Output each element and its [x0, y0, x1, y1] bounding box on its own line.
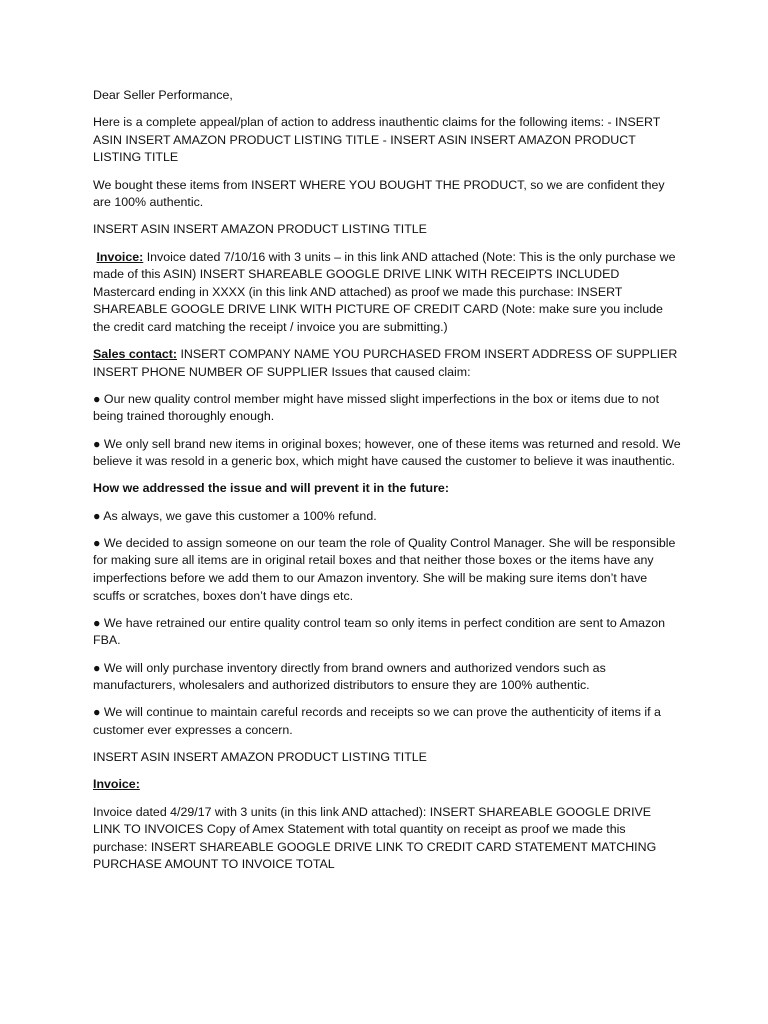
- invoice1-label: Invoice:: [96, 249, 144, 264]
- letter-body: [93, 87, 681, 883]
- action-item-4: ● We will only purchase inventory directly from brand owners and authorized vendors such as manufacturers, wholesalers and authorized distributors to ensure they are 100% authentic.: [93, 660, 606, 693]
- invoice1-paragraph: [93, 249, 681, 337]
- invoice2-paragraph: Invoice dated 4/29/17 with 3 units (in this link AND attached): INSERT SHAREABLE GOOGLE DRIVE LINK TO INVOICES Copy of Amex Statement with total quantity on receipt as proof we made this purchase: INSERT SHAREABLE GOOGLE DRIVE LINK TO CREDIT CARD STATEMENT MATCHING PURCHASE AMOUNT TO INVOICE TOTAL: [93, 804, 657, 872]
- sales-contact-text: INSERT COMPANY NAME YOU PURCHASED FROM INSERT ADDRESS OF SUPPLIER INSERT PHONE NUMBER OF SUPPLIER Issues that caused claim:: [93, 347, 678, 379]
- invoice2-label: Invoice:: [93, 777, 140, 792]
- issue-item-2: ● We only sell brand new items in original boxes; however, one of these items was returned and resold. We believe it was resold in a generic box, which might have caused the customer to believe it was inauthentic.: [93, 436, 681, 469]
- action-item-1: ● As always, we gave this customer a 100% refund.: [93, 508, 377, 523]
- intro-paragraph: Here is a complete appeal/plan of action to address inauthentic claims for the following items: - INSERT ASIN INSERT AMAZON PRODUCT LISTING TITLE - INSERT ASIN INSERT AMAZON PRODUCT LISTING TITLE: [93, 115, 661, 165]
- salutation: Dear Seller Performance,: [93, 88, 233, 102]
- action-item-5: ● We will continue to maintain careful records and receipts so we can prove the authenticity of items if a customer ever expresses a concern.: [93, 705, 661, 737]
- action-item-2: ● We decided to assign someone on our team the role of Quality Control Manager. She will be responsible for making sure all items are in original retail boxes and that neither those boxes or the items have any imperfections before we add them to our Amazon inventory. She will be making sure items don’t have scuffs or scratches, boxes don’t have dings etc.: [93, 535, 676, 603]
- action-item-3: ● We have retrained our entire quality control team so only items in perfect condition are sent to Amazon FBA.: [93, 615, 666, 648]
- item1-title: INSERT ASIN INSERT AMAZON PRODUCT LISTING TITLE: [93, 222, 427, 237]
- invoice2-heading: [93, 776, 681, 794]
- issue-item-1: ● Our new quality control member might have missed slight imperfections in the box or items due to not being trained thoroughly enough.: [93, 391, 660, 424]
- sales-contact-paragraph: [93, 346, 681, 381]
- invoice1-text: Invoice dated 7/10/16 with 3 units – in this link AND attached (Note: This is the only purchase we made of this ASIN) INSERT SHAREABLE GOOGLE DRIVE LINK WITH RECEIPTS INCLUDED Mastercard ending in XXXX (in this link AND attached) as proof we made this purchase: INSERT SHAREABLE GOOGLE DRIVE LINK WITH PICTURE OF CREDIT CARD (Note: make sure you include the credit card matching the receipt / invoice you are submitting.): [93, 249, 676, 334]
- prevention-heading: How we addressed the issue and will prevent it in the future:: [93, 481, 449, 496]
- item2-title: INSERT ASIN INSERT AMAZON PRODUCT LISTING TITLE: [93, 750, 427, 765]
- sales-contact-label: Sales contact:: [93, 347, 178, 362]
- confidence-paragraph: We bought these items from INSERT WHERE YOU BOUGHT THE PRODUCT, so we are confident they are 100% authentic.: [93, 177, 665, 210]
